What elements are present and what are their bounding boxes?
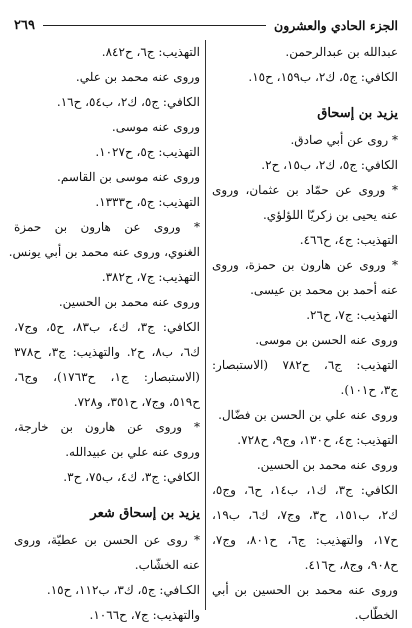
- citation-line: الكافي: ج٥، ك٢، ب٥٤، ح١٦.: [56, 95, 200, 109]
- citation-line: التهذيب: ج٦، ح٨٤٢.: [101, 45, 200, 59]
- citation-line: ك٦، ب٨، ح٢. والتهذيب: ج٣، ح٣٧٨: [14, 345, 201, 359]
- spacer: [14, 490, 200, 500]
- text-line: وروى عنه موسى بن القاسم.: [57, 170, 200, 184]
- text-line: الخطّاب.: [354, 608, 398, 622]
- header-rule: [43, 25, 266, 26]
- citation-line: التهذيب: ج٤، ح٤٦٦.: [299, 233, 398, 247]
- text-line: وروى عنه محمد بن علي.: [75, 70, 200, 84]
- text-line: وروى عنه الحسن بن موسى.: [255, 333, 398, 347]
- citation-line: الكافي: ج٣، ك٤، ب٧٥، ح٣.: [63, 470, 200, 484]
- citation-line: التهذيب: ج٥، ح١٣٣٣.: [95, 195, 200, 209]
- citation-line: التهذيب: ج٦، ح٧٨٢ (الاستبصار:: [212, 358, 399, 372]
- left-column: [8, 40, 201, 622]
- text-line: وروى عنه علي بن عبيدالله.: [65, 445, 200, 459]
- citation-line: ح١٧، والتهذيب: ج٦، ح٨٠١، وج٧،: [212, 533, 399, 547]
- page-number: ٢٦٩: [14, 17, 35, 33]
- text-line: عبدالله بن عبدالرحمن.: [285, 45, 398, 59]
- text-line: * وروى عن هارون بن خارجة،: [14, 420, 200, 434]
- text-line: عنه يحيى بن زكريّا اللؤلؤي.: [262, 208, 398, 222]
- text-line: وروى عنه محمد بن الحسين بن أبي: [212, 583, 398, 597]
- text-line: عنه الخشّاب.: [134, 558, 200, 572]
- citation-line: الكافي: ج٥، ك٢، ب١٥، ح٢.: [261, 158, 398, 172]
- text-line: عنه أحمد بن محمد بن عيسى.: [250, 283, 398, 297]
- citation-line: الكـافي: ج٥، ك٣، ب١١٢، ح١٥.: [46, 583, 200, 597]
- text-line: وروى عنه محمد بن الحسين.: [58, 295, 200, 309]
- citation-line: ح٥١٩، وج٧، ح٣٥١، و٧٢٨.: [73, 395, 200, 409]
- column-divider: [205, 40, 206, 610]
- right-column: [212, 40, 399, 622]
- text-line: * وروى عن هارون بن حمزة، وروى: [212, 258, 398, 272]
- citation-line: الكافي: ج٥، ك٢، ب١٥٩، ح١٥.: [248, 70, 398, 84]
- citation-line: ح٩٠٨، وج٨، ح٤١٦.: [304, 558, 398, 572]
- citation-line: والتهذيب: ج٧، ح١٠٦٦.: [89, 608, 200, 622]
- citation-line: التهذيب: ج٧، ح٣٨٢.: [101, 270, 200, 284]
- citation-line: الكافي: ج٣، ك٤، ب٨٣، ح٥، وج٧،: [14, 320, 200, 334]
- citation-line: التهذيب: ج٤، ح١٣٠، وج٩، ح٧٢٨.: [237, 433, 398, 447]
- text-line: وروى عنه علي بن الحسن بن فضّال.: [218, 408, 398, 422]
- entry-heading: يزيد بن إسحاق: [317, 106, 398, 121]
- text-line: * روى عن أبي صادق.: [290, 133, 398, 147]
- citation-line: التهذيب: ج٧، ح٢٦.: [306, 308, 398, 322]
- text-line: * وروى عن هارون بن حمزة: [14, 220, 200, 234]
- text-line: وروى عنه محمد بن الحسين.: [256, 458, 398, 472]
- text-line: وروى عنه موسى.: [111, 120, 200, 134]
- text-line: * روى عن الحسن بن عطيّة، وروى: [14, 533, 200, 547]
- spacer: [212, 90, 398, 100]
- page-header: [14, 14, 398, 36]
- citation-line: (الاستبصار: ج١، ح١٧٦٣)، وج٦،: [14, 370, 200, 384]
- citation-line: ج٣، ح١٠١).: [340, 383, 398, 397]
- citation-line: ك٢، ب١٥١، ح٣، وج٧، ك٦، ب١٩،: [212, 508, 399, 522]
- text-line: الغنوي، وروى عنه محمد بن أبي يونس.: [8, 245, 200, 259]
- citation-line: التهذيب: ج٥، ح١٠٢٧.: [95, 145, 200, 159]
- running-title: الجزء الحادي والعشرون: [274, 17, 398, 33]
- text-line: * وروى عن حمّاد بن عثمان، وروى: [212, 183, 398, 197]
- citation-line: الكافي: ج٣، ك١، ب١٤، ح٦، وج٥،: [212, 483, 398, 497]
- entry-heading: يزيد بن إسحاق شعر: [90, 506, 200, 521]
